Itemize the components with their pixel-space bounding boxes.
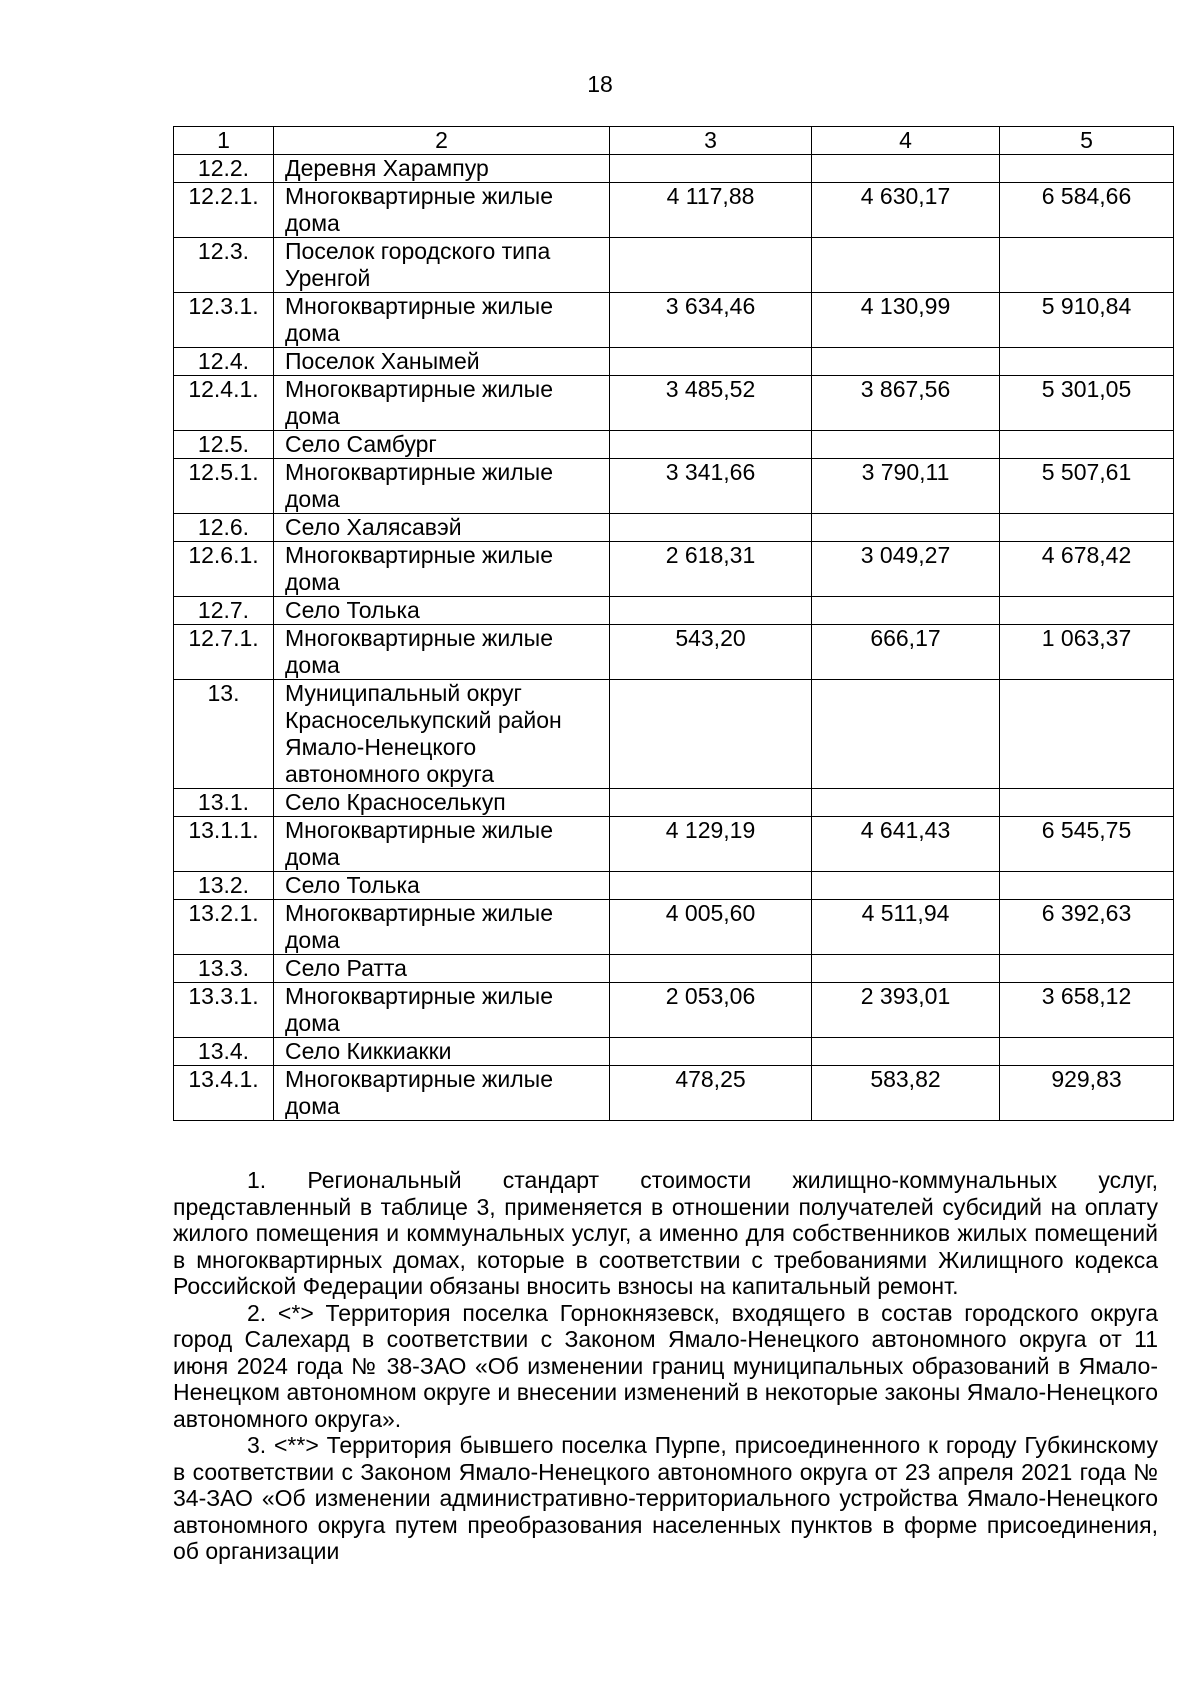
value-col-5 bbox=[1000, 431, 1174, 459]
row-number: 12.7. bbox=[174, 597, 274, 625]
value-col-3: 4 129,19 bbox=[610, 817, 812, 872]
table-header-row bbox=[174, 127, 1174, 155]
value-col-4: 2 393,01 bbox=[812, 983, 1000, 1038]
rates-table-body bbox=[174, 127, 1174, 1121]
value-col-3 bbox=[610, 789, 812, 817]
table-row bbox=[174, 514, 1174, 542]
value-col-4 bbox=[812, 680, 1000, 789]
row-number: 12.4.1. bbox=[174, 376, 274, 431]
table-row bbox=[174, 459, 1174, 514]
table-row bbox=[174, 376, 1174, 431]
value-col-5 bbox=[1000, 348, 1174, 376]
row-name: Село Самбург bbox=[274, 431, 610, 459]
value-col-5 bbox=[1000, 238, 1174, 293]
row-number: 12.2.1. bbox=[174, 183, 274, 238]
row-number: 12.5.1. bbox=[174, 459, 274, 514]
table-row bbox=[174, 542, 1174, 597]
table-row bbox=[174, 238, 1174, 293]
value-col-5 bbox=[1000, 955, 1174, 983]
value-col-5: 4 678,42 bbox=[1000, 542, 1174, 597]
row-name: Поселок Ханымей bbox=[274, 348, 610, 376]
table-row bbox=[174, 955, 1174, 983]
table-row bbox=[174, 597, 1174, 625]
table-row bbox=[174, 680, 1174, 789]
value-col-4: 666,17 bbox=[812, 625, 1000, 680]
row-name: Многоквартирные жилые дома bbox=[274, 542, 610, 597]
row-name: Многоквартирные жилые дома bbox=[274, 983, 610, 1038]
value-col-5: 1 063,37 bbox=[1000, 625, 1174, 680]
row-name: Многоквартирные жилые дома bbox=[274, 900, 610, 955]
row-number: 12.3.1. bbox=[174, 293, 274, 348]
rates-table bbox=[173, 126, 1174, 1121]
value-col-4 bbox=[812, 514, 1000, 542]
value-col-4 bbox=[812, 955, 1000, 983]
value-col-4: 4 511,94 bbox=[812, 900, 1000, 955]
value-col-3 bbox=[610, 348, 812, 376]
value-col-3 bbox=[610, 872, 812, 900]
value-col-4: 4 630,17 bbox=[812, 183, 1000, 238]
row-number: 13. bbox=[174, 680, 274, 789]
value-col-5: 6 392,63 bbox=[1000, 900, 1174, 955]
value-col-5 bbox=[1000, 872, 1174, 900]
table-row bbox=[174, 1066, 1174, 1121]
row-name: Муниципальный округ Красноселькупский район Ямало-Ненецкого автономного округа bbox=[274, 680, 610, 789]
row-name: Многоквартирные жилые дома bbox=[274, 459, 610, 514]
value-col-4 bbox=[812, 1038, 1000, 1066]
value-col-3 bbox=[610, 238, 812, 293]
value-col-4: 4 130,99 bbox=[812, 293, 1000, 348]
value-col-5: 6 545,75 bbox=[1000, 817, 1174, 872]
value-col-5: 3 658,12 bbox=[1000, 983, 1174, 1038]
footnote-3: 3. <**> Территория бывшего поселка Пурпе, присоединенного к городу Губкинскому в соответствии с Законом Ямало-Ненецкого автономного округа от 23 апреля 2021 года № 34-ЗАО «Об изменении административно-территориального устройства Ямало-Ненецкого автономного округа путем преобразования населенных пунктов в форме присоединения, об организации bbox=[173, 1432, 1158, 1564]
value-col-3 bbox=[610, 1038, 812, 1066]
value-col-4 bbox=[812, 238, 1000, 293]
value-col-4: 3 049,27 bbox=[812, 542, 1000, 597]
row-name: Многоквартирные жилые дома bbox=[274, 183, 610, 238]
row-name: Многоквартирные жилые дома bbox=[274, 817, 610, 872]
row-number: 12.5. bbox=[174, 431, 274, 459]
row-name: Многоквартирные жилые дома bbox=[274, 625, 610, 680]
table-row bbox=[174, 900, 1174, 955]
column-header-2: 2 bbox=[274, 127, 610, 155]
value-col-4: 3 790,11 bbox=[812, 459, 1000, 514]
value-col-4 bbox=[812, 431, 1000, 459]
value-col-3 bbox=[610, 431, 812, 459]
value-col-4 bbox=[812, 597, 1000, 625]
row-number: 12.2. bbox=[174, 155, 274, 183]
table-row bbox=[174, 625, 1174, 680]
value-col-5 bbox=[1000, 514, 1174, 542]
value-col-5: 5 301,05 bbox=[1000, 376, 1174, 431]
footnote-2: 2. <*> Территория поселка Горнокнязевск, входящего в состав городского округа город Салехард в соответствии с Законом Ямало-Ненецкого автономного округа от 11 июня 2024 года № 38-ЗАО «Об изменении границ муниципальных образований в Ямало-Ненецком автономном округе и внесении изменений в некоторые законы Ямало-Ненецкого автономного округа». bbox=[173, 1299, 1158, 1432]
table-row bbox=[174, 293, 1174, 348]
row-name: Село Халясавэй bbox=[274, 514, 610, 542]
row-name: Село Толька bbox=[274, 872, 610, 900]
table-row bbox=[174, 431, 1174, 459]
row-number: 12.6.1. bbox=[174, 542, 274, 597]
value-col-3: 3 341,66 bbox=[610, 459, 812, 514]
table-row bbox=[174, 983, 1174, 1038]
value-col-4 bbox=[812, 872, 1000, 900]
row-name: Село Красноселькуп bbox=[274, 789, 610, 817]
value-col-5 bbox=[1000, 680, 1174, 789]
table-row bbox=[174, 872, 1174, 900]
value-col-4 bbox=[812, 155, 1000, 183]
row-number: 12.6. bbox=[174, 514, 274, 542]
row-number: 13.3.1. bbox=[174, 983, 274, 1038]
value-col-5: 929,83 bbox=[1000, 1066, 1174, 1121]
value-col-5 bbox=[1000, 597, 1174, 625]
row-number: 13.4. bbox=[174, 1038, 274, 1066]
value-col-4 bbox=[812, 789, 1000, 817]
table-row bbox=[174, 183, 1174, 238]
column-header-3: 3 bbox=[610, 127, 812, 155]
value-col-5: 6 584,66 bbox=[1000, 183, 1174, 238]
value-col-3: 543,20 bbox=[610, 625, 812, 680]
row-name: Деревня Харампур bbox=[274, 155, 610, 183]
row-name: Поселок городского типа Уренгой bbox=[274, 238, 610, 293]
value-col-3: 2 053,06 bbox=[610, 983, 812, 1038]
value-col-4 bbox=[812, 348, 1000, 376]
value-col-3: 2 618,31 bbox=[610, 542, 812, 597]
column-header-5: 5 bbox=[1000, 127, 1174, 155]
value-col-5 bbox=[1000, 1038, 1174, 1066]
table-row bbox=[174, 1038, 1174, 1066]
row-number: 13.1. bbox=[174, 789, 274, 817]
value-col-5 bbox=[1000, 789, 1174, 817]
value-col-3: 478,25 bbox=[610, 1066, 812, 1121]
row-name: Село Ратта bbox=[274, 955, 610, 983]
footnotes bbox=[173, 1167, 1158, 1565]
column-header-4: 4 bbox=[812, 127, 1000, 155]
value-col-3: 4 117,88 bbox=[610, 183, 812, 238]
row-number: 13.1.1. bbox=[174, 817, 274, 872]
value-col-3 bbox=[610, 597, 812, 625]
row-name: Многоквартирные жилые дома bbox=[274, 376, 610, 431]
table-row bbox=[174, 817, 1174, 872]
row-name: Многоквартирные жилые дома bbox=[274, 1066, 610, 1121]
row-name: Село Киккиакки bbox=[274, 1038, 610, 1066]
row-number: 12.3. bbox=[174, 238, 274, 293]
row-name: Многоквартирные жилые дома bbox=[274, 293, 610, 348]
value-col-4: 3 867,56 bbox=[812, 376, 1000, 431]
page-number: 18 bbox=[587, 71, 613, 97]
value-col-3: 4 005,60 bbox=[610, 900, 812, 955]
value-col-3 bbox=[610, 680, 812, 789]
value-col-3: 3 485,52 bbox=[610, 376, 812, 431]
row-number: 13.2.1. bbox=[174, 900, 274, 955]
value-col-3 bbox=[610, 514, 812, 542]
row-number: 13.2. bbox=[174, 872, 274, 900]
row-number: 12.7.1. bbox=[174, 625, 274, 680]
value-col-5 bbox=[1000, 155, 1174, 183]
table-row bbox=[174, 789, 1174, 817]
row-number: 12.4. bbox=[174, 348, 274, 376]
value-col-5: 5 507,61 bbox=[1000, 459, 1174, 514]
row-name: Село Толька bbox=[274, 597, 610, 625]
row-number: 13.3. bbox=[174, 955, 274, 983]
value-col-4: 583,82 bbox=[812, 1066, 1000, 1121]
value-col-4: 4 641,43 bbox=[812, 817, 1000, 872]
value-col-3 bbox=[610, 155, 812, 183]
value-col-5: 5 910,84 bbox=[1000, 293, 1174, 348]
value-col-3: 3 634,46 bbox=[610, 293, 812, 348]
column-header-1: 1 bbox=[174, 127, 274, 155]
table-row bbox=[174, 348, 1174, 376]
table-row bbox=[174, 155, 1174, 183]
row-number: 13.4.1. bbox=[174, 1066, 274, 1121]
value-col-3 bbox=[610, 955, 812, 983]
footnote-1: 1. Региональный стандарт стоимости жилищно-коммунальных услуг, представленный в таблице 3, применяется в отношении получателей субсидий на оплату жилого помещения и коммунальных услуг, а именно для собственников жилых помещений в многоквартирных домах, которые в соответствии с требованиями Жилищного кодекса Российской Федерации обязаны вносить взносы на капитальный ремонт. bbox=[173, 1167, 1158, 1299]
